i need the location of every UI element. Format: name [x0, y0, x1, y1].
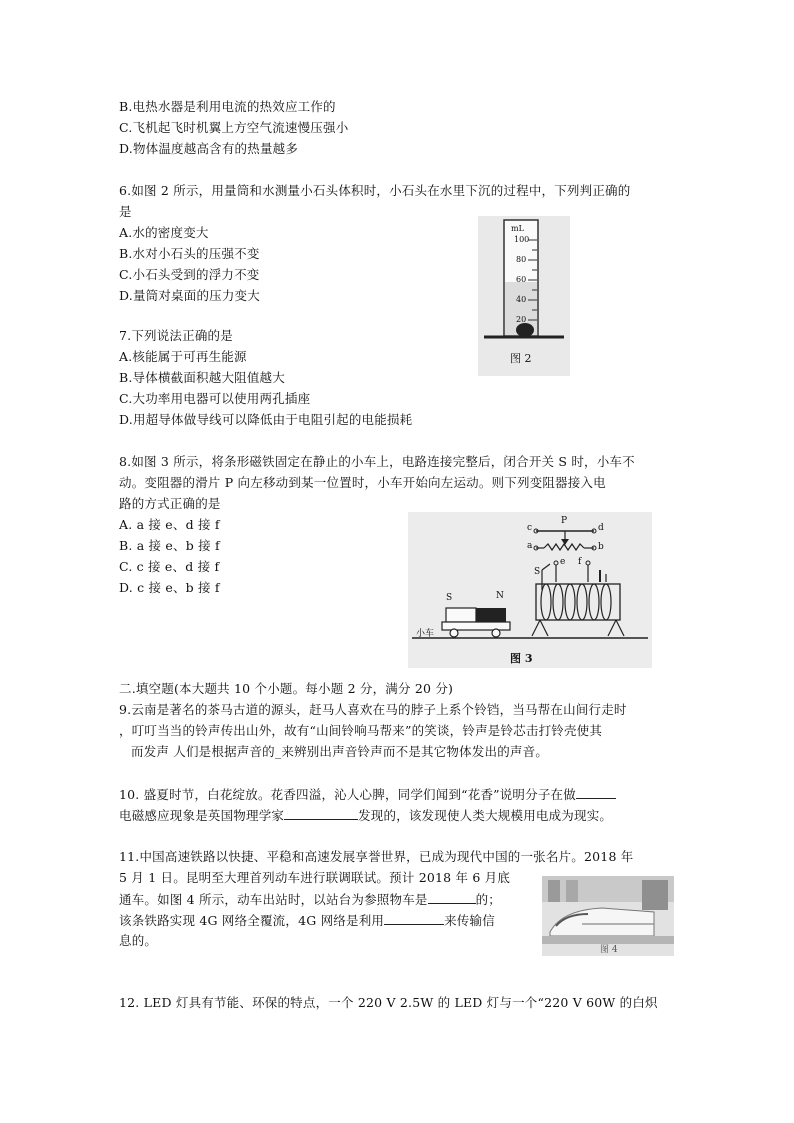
- q11-line-4: [119, 911, 495, 930]
- q10-line-2-text-b: 发现的，该发现使人类大规模用电成为现实。: [358, 808, 613, 823]
- q6-stem-1: 6.如图 2 所示，用量筒和水测量小石头体积时，小石头在水里下沉的过程中，下列判正确的: [119, 183, 631, 198]
- cylinder-tick-40: 40: [516, 295, 527, 304]
- q7-option-b: B.导体横截面积越大阻值越大: [119, 370, 285, 385]
- circuit-drawing: [408, 512, 652, 668]
- q11-line-3: [119, 890, 501, 909]
- cylinder-unit-label: mL: [511, 224, 524, 233]
- q6-stem-2: 是: [119, 204, 132, 219]
- q5-option-b: B.电热水器是利用电流的热效应工作的: [119, 99, 336, 114]
- label-p: P: [561, 516, 568, 526]
- figure-3-caption: 图 3: [510, 652, 533, 665]
- figure-4-caption: 图 4: [600, 945, 618, 955]
- q8-stem-3: 路的方式正确的是: [119, 496, 221, 511]
- q7-option-d: D.用超导体做导线可以降低由于电阻引起的电能损耗: [119, 412, 413, 427]
- q6-option-c: C.小石头受到的浮力不变: [119, 267, 260, 282]
- q8-stem-1: 8.如图 3 所示，将条形磁铁固定在静止的小车上，电路连接完整后，闭合开关 S 时，小车不: [119, 454, 635, 469]
- q11-blank-1[interactable]: [428, 890, 476, 904]
- q7-stem: 7.下列说法正确的是: [119, 328, 233, 343]
- label-b: b: [598, 542, 604, 552]
- q11-line-2: 5 月 1 日。昆明至大理首列动车进行联调联试。预计 2018 年 6 月底: [119, 870, 511, 885]
- q10-line-2-text-a: 电磁感应现象是英国物理学家: [119, 808, 285, 823]
- figure-2-cylinder: [478, 216, 570, 376]
- magnet-s-pole: S: [446, 593, 453, 603]
- q10-blank-2[interactable]: [284, 806, 358, 820]
- cylinder-tick-60: 60: [516, 275, 527, 284]
- label-e: e: [560, 557, 566, 567]
- label-switch-s: S: [534, 567, 541, 577]
- label-d: d: [598, 523, 604, 533]
- q8-stem-2: 动。变阻器的滑片 P 向左移动到某一位置时，小车开始向左运动。则下列变阻器接入电: [119, 475, 606, 490]
- q11-line-3-text-b: 的；: [475, 892, 502, 907]
- q11-line-4-text-b: 来传输信: [444, 913, 495, 928]
- q8-option-c: C. c 接 e、d 接 f: [119, 559, 220, 574]
- q10-line-2: [119, 806, 612, 825]
- q8-option-b: B. a 接 e、b 接 f: [119, 538, 220, 553]
- q11-line-1: 11.中国高速铁路以快捷、平稳和高速发展享誉世界，已成为现代中国的一张名片。2018 年: [119, 849, 634, 864]
- label-c: c: [527, 523, 533, 533]
- q11-line-5: 息的。: [119, 933, 158, 948]
- cart-label: 小车: [416, 629, 435, 639]
- q10-line-1: [119, 785, 616, 804]
- q9-line-2: ，叮叮当当的铃声传出山外，故有“山间铃响马帮来”的笑谈，铃声是铃芯击打铃壳使其: [119, 723, 603, 738]
- cylinder-tick-80: 80: [516, 255, 527, 264]
- q9-line-3: 而发声 人们是根据声音的_来辨别出声音铃声而不是其它物体发出的声音。: [131, 744, 549, 759]
- q5-option-d: D.物体温度越高含有的热量越多: [119, 141, 299, 156]
- magnet-n-pole: N: [496, 591, 504, 601]
- q11-line-4-text-a: 该条铁路实现 4G 网络全覆流，4G 网络是利用: [119, 913, 385, 928]
- q7-option-a: A.核能属于可再生能源: [119, 349, 247, 364]
- q6-option-a: A.水的密度变大: [119, 225, 209, 240]
- q5-option-c: C.飞机起飞时机翼上方空气流速慢压强小: [119, 120, 349, 135]
- q9-line-1: 9.云南是著名的茶马古道的源头，赶马人喜欢在马的脖子上系个铃铛，当马帮在山间行走时: [119, 702, 627, 717]
- label-a: a: [527, 541, 533, 551]
- q8-option-a: A. a 接 e、d 接 f: [119, 517, 220, 532]
- figure-3-circuit: [408, 512, 652, 668]
- q7-option-c: C.大功率用电器可以使用两孔插座: [119, 391, 311, 406]
- q10-blank-1[interactable]: [576, 785, 616, 799]
- q6-option-b: B.水对小石头的压强不变: [119, 246, 260, 261]
- cylinder-tick-100: 100: [514, 235, 530, 244]
- q12-line-1: 12. LED 灯具有节能、环保的特点，一个 220 V 2.5W 的 LED 灯与一个“220 V 60W 的白炽: [119, 995, 658, 1010]
- q11-line-3-text-a: 通车。如图 4 所示，动车出站时，以站台为参照物车是: [119, 892, 428, 907]
- q6-option-d: D.量筒对桌面的压力变大: [119, 288, 260, 303]
- figure-2-caption: 图 2: [510, 352, 532, 365]
- q8-option-d: D. c 接 e、b 接 f: [119, 580, 220, 595]
- label-f: f: [578, 557, 582, 567]
- figure-4-train-photo: [542, 876, 674, 956]
- cylinder-tick-20: 20: [516, 315, 527, 324]
- q11-blank-2[interactable]: [384, 911, 444, 925]
- section-2-header: 二.填空题(本大题共 10 个小题。每小题 2 分，满分 20 分): [119, 681, 454, 696]
- q10-line-1-text: 10. 盛夏时节，白花绽放。花香四溢，沁人心脾，同学们闻到“花香”说明分子在做: [119, 787, 576, 802]
